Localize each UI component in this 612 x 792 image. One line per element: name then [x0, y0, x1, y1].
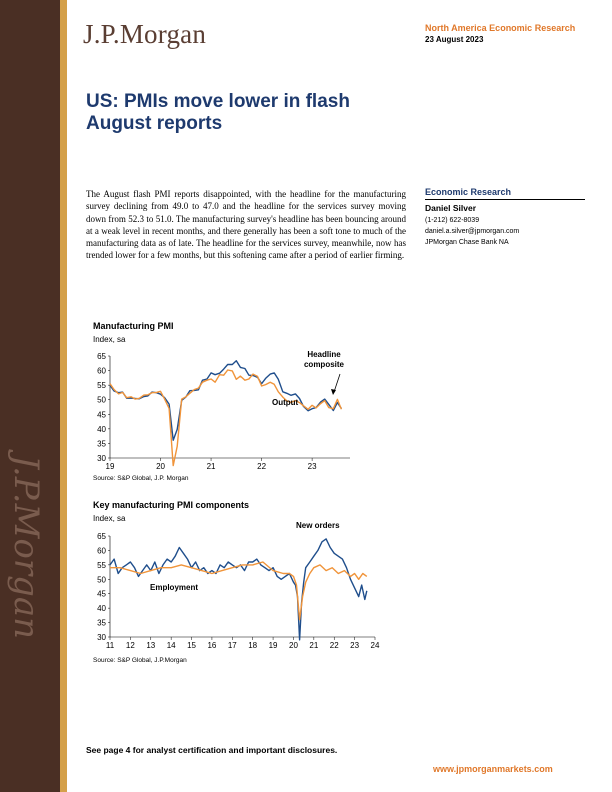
chart2-xtick-label: 22 [329, 641, 339, 650]
analyst-name: Daniel Silver [425, 203, 477, 213]
chart2-series-label: New orders [296, 521, 340, 530]
chart1-series-label: Output [272, 398, 299, 407]
chart2-title: Key manufacturing PMI components [93, 500, 250, 510]
chart2-xtick-label: 18 [248, 641, 258, 650]
chart1-xtick-label: 23 [307, 462, 317, 471]
chart2-xtick-label: 15 [187, 641, 196, 650]
chart2-ylabel: Index, sa [93, 514, 126, 523]
chart1-ytick-label: 45 [97, 410, 106, 420]
chart1-ylabel: Index, sa [93, 335, 126, 344]
chart1-ytick-label: 40 [97, 424, 106, 434]
website-link[interactable]: www.jpmorganmarkets.com [433, 764, 553, 774]
chart1-ytick-label: 35 [97, 439, 106, 449]
chart2-source: Source: S&P Global, J.P.Morgan [93, 657, 187, 664]
chart2-xtick-label: 19 [268, 641, 278, 650]
chart1-source: Source: S&P Global, J.P. Morgan [93, 475, 189, 482]
chart2-xtick-label: 14 [166, 641, 176, 650]
chart2-ytick-label: 45 [97, 589, 106, 599]
analyst-phone: (1-212) 622-8039 [425, 217, 480, 224]
chart2-series-employment [110, 562, 367, 620]
disclaimer-text: See page 4 for analyst certification and important disclosures. [86, 745, 338, 755]
chart2-ytick-label: 30 [97, 633, 106, 642]
report-date: 23 August 2023 [425, 35, 484, 44]
chart2-ytick-label: 40 [97, 604, 106, 614]
analyst-bank: JPMorgan Chase Bank NA [425, 239, 509, 246]
chart1-arrow-head [331, 389, 336, 395]
chart2-xtick-label: 20 [289, 641, 298, 650]
jp-morgan-logo: J.P.Morgan [83, 19, 207, 49]
chart2-ytick-label: 60 [97, 546, 106, 556]
chart1-ytick-label: 50 [97, 395, 106, 405]
chart2-xtick-label: 11 [105, 641, 115, 650]
chart1-ytick-label: 65 [97, 352, 106, 361]
chart2-ytick-label: 50 [97, 575, 106, 585]
chart2-xtick-label: 24 [370, 641, 380, 650]
chart2-xtick-label: 12 [125, 641, 135, 650]
chart2-xtick-label: 16 [207, 641, 217, 650]
chart1-ytick-label: 30 [97, 454, 106, 463]
chart2-ytick-label: 65 [97, 532, 106, 541]
chart1-series-label: composite [303, 360, 345, 369]
chart1-ytick-label: 55 [97, 381, 106, 391]
chart2-xtick-label: 13 [146, 641, 156, 650]
contact-heading: Economic Research [425, 187, 585, 200]
chart1-xtick-label: 20 [156, 462, 165, 471]
body-paragraph: The August flash PMI reports disappointed, with the headline for the manufacturing survey declining from 49.0 to 47.0 and the headline for the services survey moving down from 52.3 to 51.0. The manufacturing survey's headline has been bouncing around at a weak level in recent months, and there generally has been a soft tone to much of the manufacturing data as of late. The headline for the services survey, meanwhile, now has trended lower for a few months, but this softening came after a period of earlier firming. [86, 189, 406, 261]
chart2-xtick-label: 23 [350, 641, 360, 650]
chart1-ytick-label: 60 [97, 366, 106, 376]
page-title: US: PMIs move lower in flash August reports [86, 91, 350, 134]
chart1-xtick-label: 21 [206, 462, 216, 471]
chart2-ytick-label: 35 [97, 618, 106, 628]
chart1-label-arrow [334, 374, 340, 392]
chart1-xtick-label: 22 [257, 462, 267, 471]
chart2-ytick-label: 55 [97, 560, 106, 570]
chart2-series-new-orders [110, 539, 367, 640]
chart2-series-label: Employment [150, 583, 199, 592]
chart2-xtick-label: 21 [309, 641, 319, 650]
chart1-title: Manufacturing PMI [93, 321, 174, 331]
chart1-xtick-label: 19 [105, 462, 115, 471]
chart1-series-output [110, 370, 341, 466]
chart1-series-label: Headline [307, 350, 341, 359]
department-label: North America Economic Research [425, 23, 576, 33]
chart2-xtick-label: 17 [227, 641, 237, 650]
analyst-email[interactable]: daniel.a.silver@jpmorgan.com [425, 228, 520, 235]
watermark-text: J.P.Morgan [6, 455, 46, 640]
